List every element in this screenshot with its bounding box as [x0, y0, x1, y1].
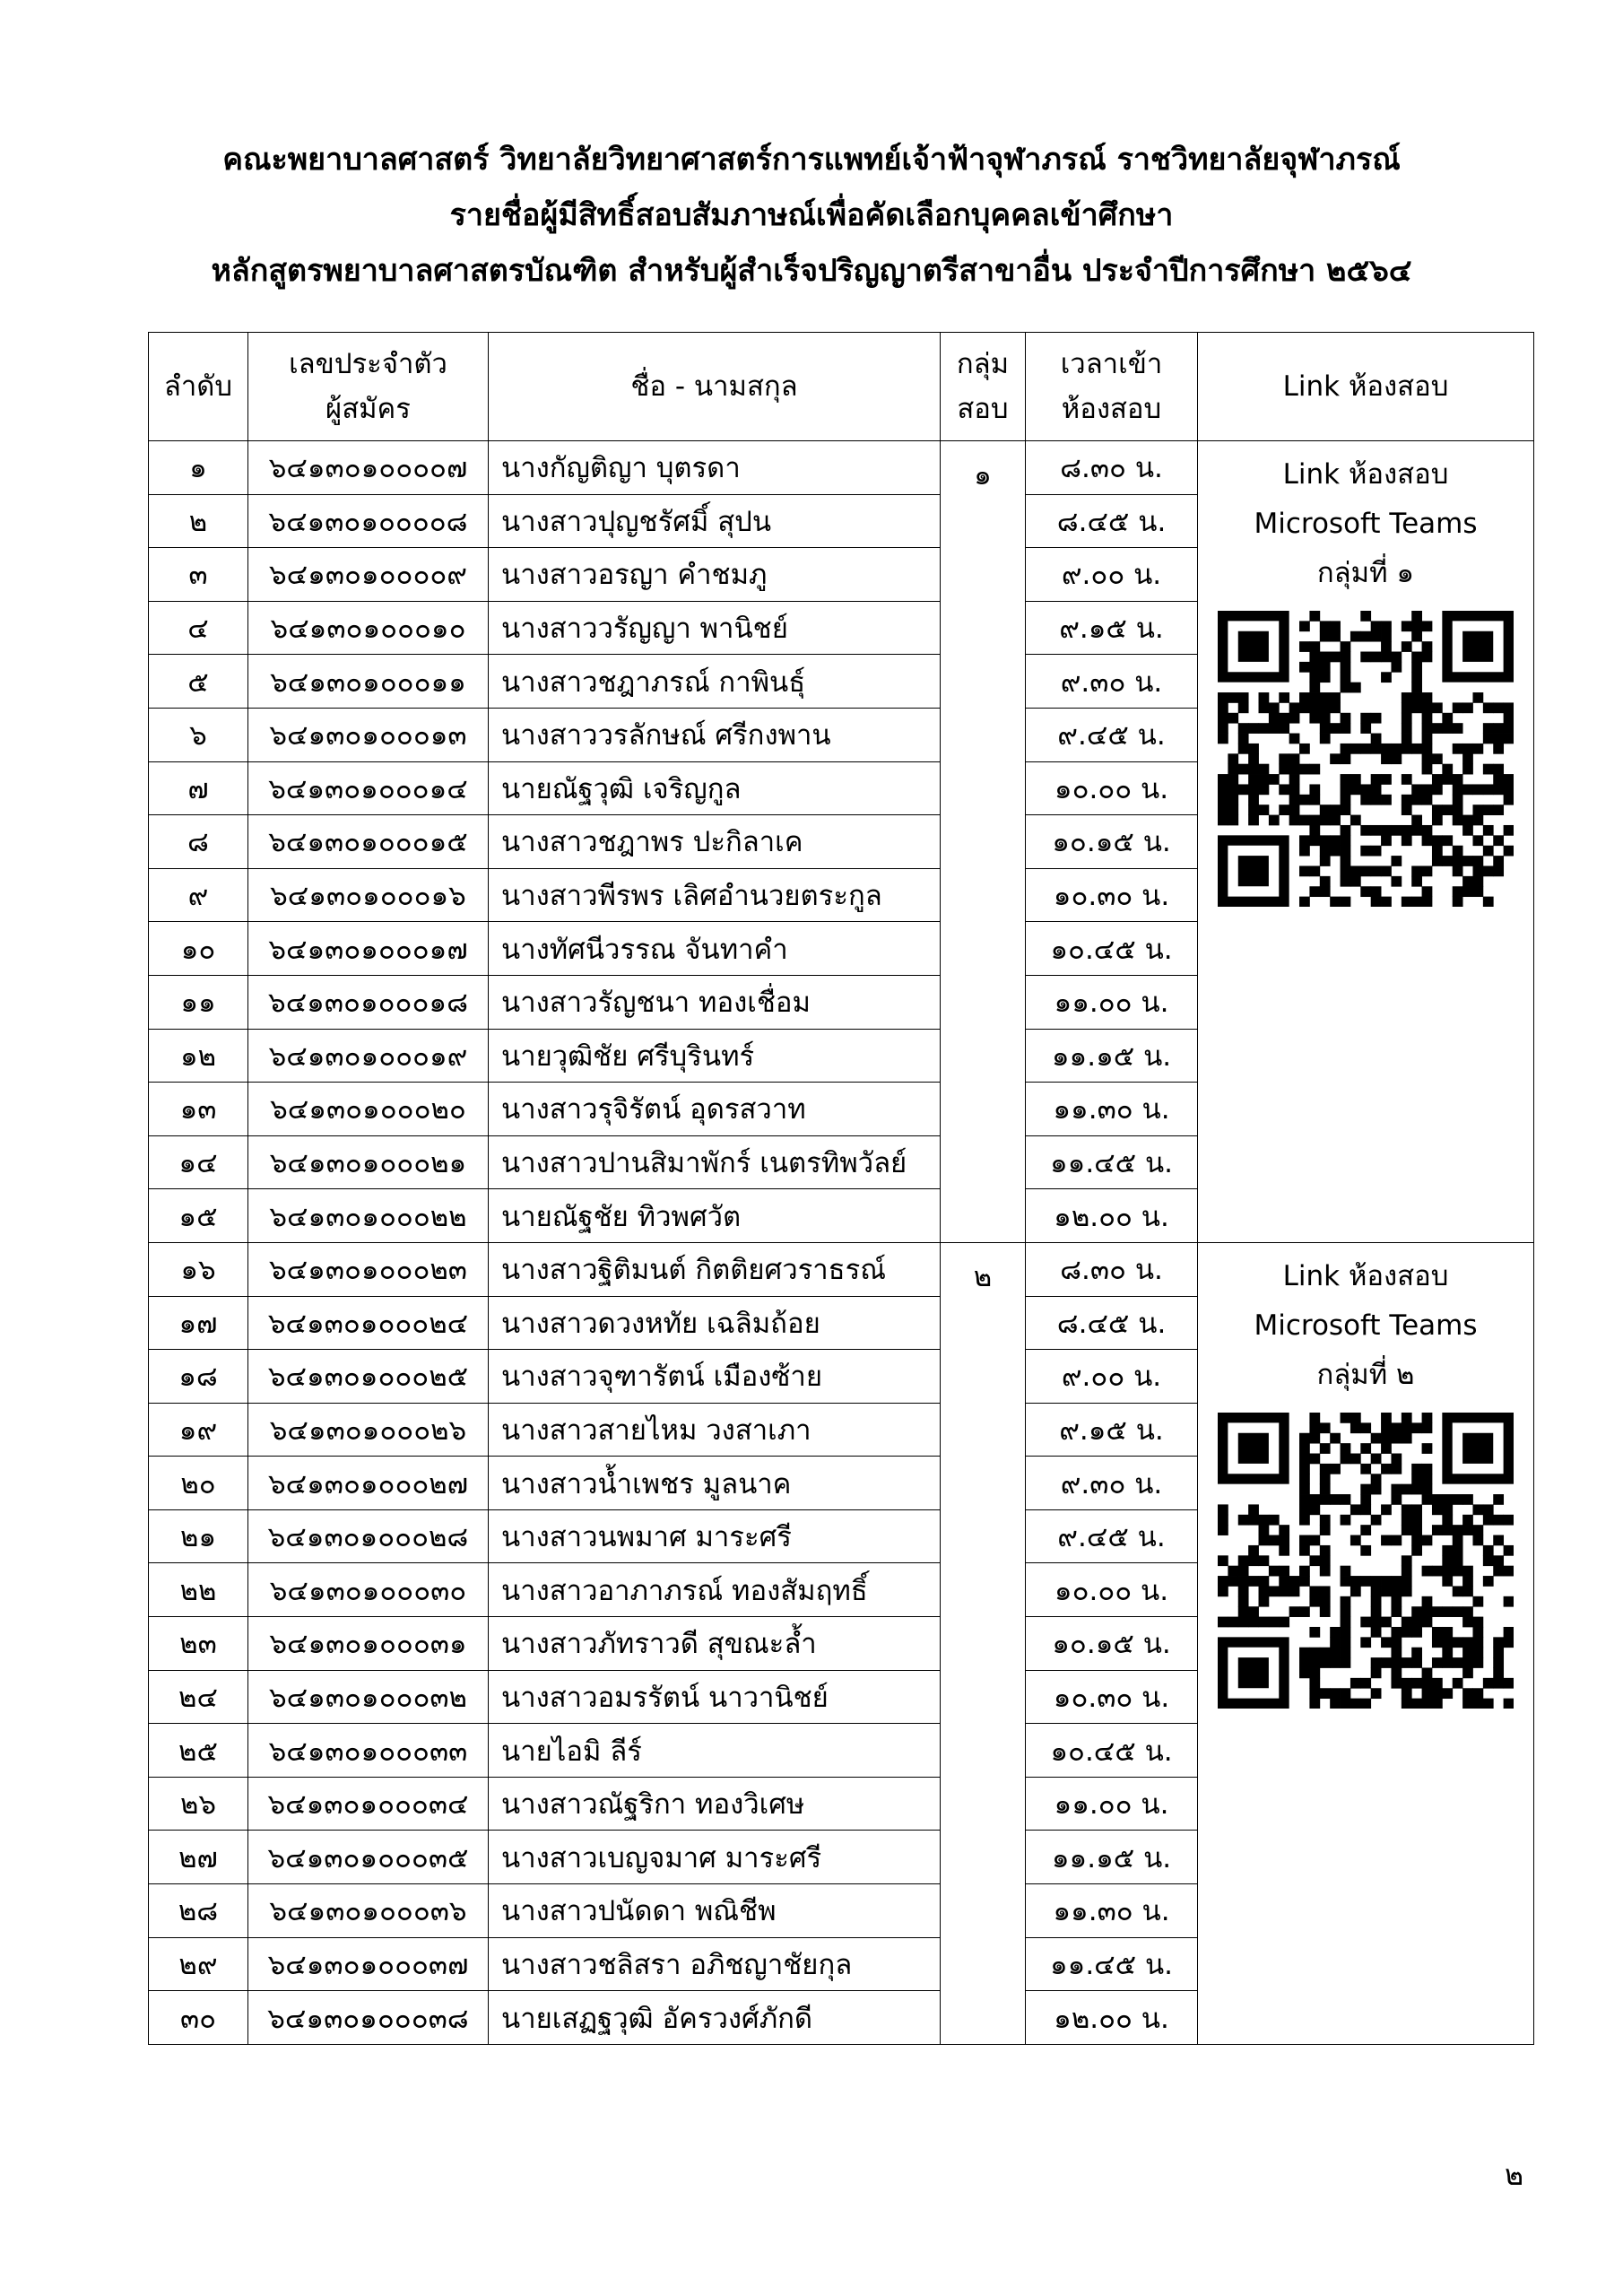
entry-time: ๑๑.๐๐ น. — [1026, 975, 1198, 1029]
applicant-id: ๖๔๑๓๐๑๐๐๐๓๑ — [248, 1617, 489, 1671]
applicant-id: ๖๔๑๓๐๑๐๐๐๐๘ — [248, 494, 489, 548]
col-header-group — [941, 333, 1026, 441]
row-number: ๑๗ — [149, 1296, 248, 1350]
doc-title-line-2: รายชื่อผู้มีสิทธิ์สอบสัมภาษณ์เพื่อคัดเลือกบุคคลเข้าศึกษา — [449, 197, 1174, 233]
entry-time: ๘.๔๕ น. — [1026, 1296, 1198, 1350]
entry-time: ๑๐.๐๐ น. — [1026, 1563, 1198, 1617]
entry-time: ๑๑.๐๐ น. — [1026, 1777, 1198, 1831]
row-number: ๑๓ — [149, 1083, 248, 1136]
col-header-group-line2: สอบ — [957, 393, 1009, 425]
exam-group-number: ๑ — [974, 459, 992, 491]
applicant-name: นางสาวณัฐริกา ทองวิเศษ — [489, 1777, 941, 1831]
applicant-name: นางสาวฐิติมนต์ กิตติยศวราธรณ์ — [489, 1242, 941, 1296]
applicant-id: ๖๔๑๓๐๑๐๐๐๑๙ — [248, 1029, 489, 1083]
applicant-id: ๖๔๑๓๐๑๐๐๐๒๓ — [248, 1242, 489, 1296]
entry-time: ๑๑.๑๕ น. — [1026, 1831, 1198, 1884]
applicant-name: นางสาวชฎาพร ปะกิลาเค — [489, 815, 941, 869]
applicant-name: นางกัญติญา บุตรดา — [489, 441, 941, 495]
exam-group — [941, 441, 1026, 1243]
entry-time: ๙.๑๕ น. — [1026, 1403, 1198, 1457]
applicant-name: นางสาวสายไหม วงสาเภา — [489, 1403, 941, 1457]
row-number: ๑๔ — [149, 1135, 248, 1189]
applicant-name: นางสาวชลิสรา อภิชญาชัยกุล — [489, 1937, 941, 1991]
entry-time: ๙.๓๐ น. — [1026, 655, 1198, 709]
row-number: ๑๙ — [149, 1403, 248, 1457]
doc-title-line-1: คณะพยาบาลศาสตร์ วิทยาลัยวิทยาศาสตร์การแพทย์เจ้าฟ้าจุฬาภรณ์ ราชวิทยาลัยจุฬาภรณ์ — [222, 142, 1401, 178]
entry-time: ๑๑.๓๐ น. — [1026, 1083, 1198, 1136]
entry-time: ๙.๐๐ น. — [1026, 548, 1198, 602]
applicant-name: นางสาวจุฑารัตน์ เมืองซ้าย — [489, 1350, 941, 1404]
row-number: ๒๒ — [149, 1563, 248, 1617]
entry-time: ๘.๓๐ น. — [1026, 1242, 1198, 1296]
applicant-name: นายณัฐชัย ทิวพศวัต — [489, 1189, 941, 1243]
row-number: ๒๗ — [149, 1831, 248, 1884]
applicant-id: ๖๔๑๓๐๑๐๐๐๓๒ — [248, 1670, 489, 1724]
entry-time: ๙.๐๐ น. — [1026, 1350, 1198, 1404]
doc-title-line-3: หลักสูตรพยาบาลศาสตรบัณฑิต สำหรับผู้สำเร็จปริญญาตรีสาขาอื่น ประจำปีการศึกษา ๒๕๖๔ — [211, 253, 1412, 289]
entry-time: ๑๒.๐๐ น. — [1026, 1189, 1198, 1243]
col-header-id — [248, 333, 489, 441]
row-number: ๑ — [149, 441, 248, 495]
applicant-name: นางทัศนีวรรณ จันทาคำ — [489, 922, 941, 976]
link-text-line-1: Link ห้องสอบ — [1282, 1259, 1449, 1292]
applicant-id: ๖๔๑๓๐๑๐๐๐๒๖ — [248, 1403, 489, 1457]
applicant-name: นางสาวนพมาศ มาระศรี — [489, 1509, 941, 1563]
entry-time: ๑๑.๔๕ น. — [1026, 1135, 1198, 1189]
table-row — [149, 441, 1534, 495]
entry-time: ๑๐.๔๕ น. — [1026, 922, 1198, 976]
applicant-name: นายไอมิ ลีร์ — [489, 1724, 941, 1778]
row-number: ๑๑ — [149, 975, 248, 1029]
col-header-group-line1: กลุ่ม — [956, 348, 1010, 380]
link-text-line-2: Microsoft Teams — [1254, 508, 1478, 540]
entry-time: ๘.๔๕ น. — [1026, 494, 1198, 548]
applicant-name: นางสาวอาภาภรณ์ ทองสัมฤทธิ์ — [489, 1563, 941, 1617]
applicant-id: ๖๔๑๓๐๑๐๐๐๒๑ — [248, 1135, 489, 1189]
col-header-id-line1: เลขประจำตัว — [289, 348, 447, 380]
row-number: ๑๐ — [149, 922, 248, 976]
row-number: ๙ — [149, 868, 248, 922]
applicant-id: ๖๔๑๓๐๑๐๐๐๓๗ — [248, 1937, 489, 1991]
applicant-name: นางสาวดวงหทัย เฉลิมถ้อย — [489, 1296, 941, 1350]
entry-time: ๑๑.๓๐ น. — [1026, 1884, 1198, 1938]
applicant-id: ๖๔๑๓๐๑๐๐๐๒๕ — [248, 1350, 489, 1404]
link-text-line-3: กลุ่มที่ ๒ — [1316, 1358, 1415, 1391]
row-number: ๒๓ — [149, 1617, 248, 1671]
link-text-line-2: Microsoft Teams — [1254, 1309, 1478, 1342]
applicant-id: ๖๔๑๓๐๑๐๐๐๐๗ — [248, 441, 489, 495]
applicant-name: นางสาวอมรรัตน์ นาวานิชย์ — [489, 1670, 941, 1724]
applicant-name: นายณัฐวุฒิ เจริญกูล — [489, 761, 941, 815]
col-header-name: ชื่อ - นามสกุล — [489, 333, 941, 441]
qr-code-icon — [1218, 611, 1514, 907]
applicant-id: ๖๔๑๓๐๑๐๐๐๒๔ — [248, 1296, 489, 1350]
applicant-name: นางสาววรัญญา พานิชย์ — [489, 601, 941, 655]
qr-code-icon — [1218, 1413, 1514, 1709]
entry-time: ๑๑.๑๕ น. — [1026, 1029, 1198, 1083]
entry-time: ๑๐.๓๐ น. — [1026, 868, 1198, 922]
col-header-time-line1: เวลาเข้า — [1060, 348, 1163, 380]
row-number: ๒๑ — [149, 1509, 248, 1563]
link-text-line-1: Link ห้องสอบ — [1282, 458, 1449, 491]
row-number: ๔ — [149, 601, 248, 655]
applicant-id: ๖๔๑๓๐๑๐๐๐๑๘ — [248, 975, 489, 1029]
applicant-id: ๖๔๑๓๐๑๐๐๐๑๔ — [248, 761, 489, 815]
entry-time: ๙.๔๕ น. — [1026, 1509, 1198, 1563]
applicant-id: ๖๔๑๓๐๑๐๐๐๑๗ — [248, 922, 489, 976]
interview-schedule-table — [148, 332, 1534, 2045]
row-number: ๒๙ — [149, 1937, 248, 1991]
applicant-id: ๖๔๑๓๐๑๐๐๐๓๕ — [248, 1831, 489, 1884]
entry-time: ๙.๑๕ น. — [1026, 601, 1198, 655]
row-number: ๑๕ — [149, 1189, 248, 1243]
row-number: ๑๖ — [149, 1242, 248, 1296]
row-number: ๓๐ — [149, 1991, 248, 2045]
col-header-time — [1026, 333, 1198, 441]
col-header-no: ลำดับ — [149, 333, 248, 441]
applicant-name: นางสาวเบญจมาศ มาระศรี — [489, 1831, 941, 1884]
table-body — [149, 441, 1534, 2045]
row-number: ๒๖ — [149, 1777, 248, 1831]
exam-group-number: ๒ — [973, 1260, 993, 1293]
applicant-id: ๖๔๑๓๐๑๐๐๐๓๘ — [248, 1991, 489, 2045]
entry-time: ๘.๓๐ น. — [1026, 441, 1198, 495]
exam-group — [941, 1242, 1026, 2044]
row-number: ๕ — [149, 655, 248, 709]
applicant-name: นางสาววรลักษณ์ ศรีกงพาน — [489, 708, 941, 761]
applicant-id: ๖๔๑๓๐๑๐๐๐๓๖ — [248, 1884, 489, 1938]
row-number: ๒๕ — [149, 1724, 248, 1778]
entry-time: ๑๒.๐๐ น. — [1026, 1991, 1198, 2045]
entry-time: ๑๑.๔๕ น. — [1026, 1937, 1198, 1991]
applicant-id: ๖๔๑๓๐๑๐๐๐๑๓ — [248, 708, 489, 761]
applicant-id: ๖๔๑๓๐๑๐๐๐๑๑ — [248, 655, 489, 709]
row-number: ๓ — [149, 548, 248, 602]
applicant-name: นายเสฏฐวุฒิ อัครวงศ์ภักดี — [489, 1991, 941, 2045]
col-header-time-line2: ห้องสอบ — [1061, 393, 1162, 425]
exam-room-link[interactable] — [1198, 441, 1534, 1243]
entry-time: ๑๐.๑๕ น. — [1026, 815, 1198, 869]
applicant-name: นางสาวปุญชรัศมิ์ สุปน — [489, 494, 941, 548]
exam-room-link[interactable] — [1198, 1242, 1534, 2044]
applicant-name: นางสาวน้ำเพชร มูลนาค — [489, 1457, 941, 1510]
entry-time: ๑๐.๔๕ น. — [1026, 1724, 1198, 1778]
applicant-id: ๖๔๑๓๐๑๐๐๐๒๒ — [248, 1189, 489, 1243]
applicant-id: ๖๔๑๓๐๑๐๐๐๓๐ — [248, 1563, 489, 1617]
entry-time: ๑๐.๓๐ น. — [1026, 1670, 1198, 1724]
applicant-name: นางสาวพีรพร เลิศอำนวยตระกูล — [489, 868, 941, 922]
col-header-link: Link ห้องสอบ — [1198, 333, 1534, 441]
col-header-id-line2: ผู้สมัคร — [325, 393, 411, 425]
link-text-line-3: กลุ่มที่ ๑ — [1316, 557, 1415, 589]
row-number: ๒๐ — [149, 1457, 248, 1510]
applicant-id: ๖๔๑๓๐๑๐๐๐๒๘ — [248, 1509, 489, 1563]
row-number: ๒๔ — [149, 1670, 248, 1724]
applicant-name: นายวุฒิชัย ศรีบุรินทร์ — [489, 1029, 941, 1083]
applicant-id: ๖๔๑๓๐๑๐๐๐๑๐ — [248, 601, 489, 655]
applicant-name: นางสาวปนัดดา พณิชีพ — [489, 1884, 941, 1938]
table-header-row — [149, 333, 1534, 441]
applicant-name: นางสาวชฎาภรณ์ กาพินธุ์ — [489, 655, 941, 709]
applicant-name: นางสาวภัทราวดี สุขณะล้ำ — [489, 1617, 941, 1671]
applicant-name: นางสาวปานสิมาพักร์ เนตรทิพวัลย์ — [489, 1135, 941, 1189]
applicant-name: นางสาวอรญา คำชมภู — [489, 548, 941, 602]
row-number: ๑๒ — [149, 1029, 248, 1083]
entry-time: ๙.๓๐ น. — [1026, 1457, 1198, 1510]
entry-time: ๑๐.๑๕ น. — [1026, 1617, 1198, 1671]
entry-time: ๑๐.๐๐ น. — [1026, 761, 1198, 815]
row-number: ๗ — [149, 761, 248, 815]
row-number: ๖ — [149, 708, 248, 761]
applicant-id: ๖๔๑๓๐๑๐๐๐๑๕ — [248, 815, 489, 869]
table-row — [149, 1242, 1534, 1296]
row-number: ๒๘ — [149, 1884, 248, 1938]
applicant-id: ๖๔๑๓๐๑๐๐๐๓๔ — [248, 1777, 489, 1831]
applicant-name: นางสาวรุจิรัตน์ อุดรสวาท — [489, 1083, 941, 1136]
row-number: ๘ — [149, 815, 248, 869]
applicant-id: ๖๔๑๓๐๑๐๐๐๒๐ — [248, 1083, 489, 1136]
applicant-name: นางสาวรัญชนา ทองเชื่อม — [489, 975, 941, 1029]
applicant-id: ๖๔๑๓๐๑๐๐๐๓๓ — [248, 1724, 489, 1778]
page-number: ๒ — [1505, 2158, 1524, 2192]
applicant-id: ๖๔๑๓๐๑๐๐๐๑๖ — [248, 868, 489, 922]
applicant-id: ๖๔๑๓๐๑๐๐๐๒๗ — [248, 1457, 489, 1510]
entry-time: ๙.๔๕ น. — [1026, 708, 1198, 761]
applicant-id: ๖๔๑๓๐๑๐๐๐๐๙ — [248, 548, 489, 602]
row-number: ๑๘ — [149, 1350, 248, 1404]
row-number: ๒ — [149, 494, 248, 548]
